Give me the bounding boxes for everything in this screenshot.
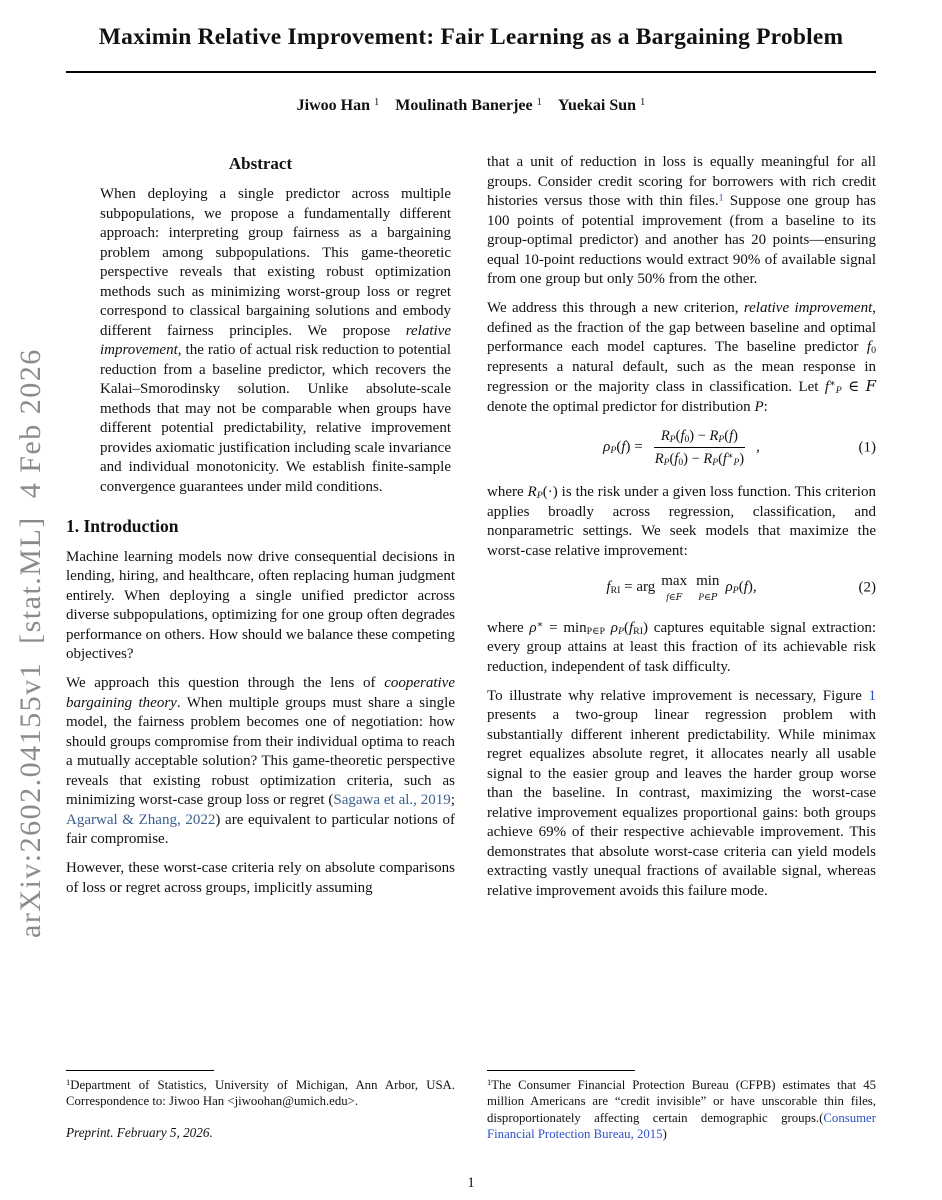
intro-paragraph-2: We approach this question through the lens of cooperative bargaining theory. When multiple groups must share a single model, the fairness problem becomes one of negotiation: how should groups compromise from their individual optima to reach a mutually acceptable solution? This game-theoretic perspective reveals that existing robust optimization criteria, such as minimizing worst-case group loss or regret (Sagawa et al., 2019; Agarwal & Zhang, 2022) are equivalent to particular notions of fair compromise. [66, 675, 455, 848]
abstract-text: When deploying a single predictor across multiple subpopulations, we propose a fundamentally different approach: interpreting group fairness as a bargaining problem among subpopulations. This game-theoretic perspective reveals that existing robust optimization methods such as minimizing worst-group loss or regret correspond to classical bargaining solutions and embody different fairness principles. We propose relative improvement, the ratio of actual risk reduction to potential reduction from a baseline predictor, which recovers the Kalai–Smorodinsky solution. Unlike absolute-scale methods that may not be comparable when groups have different potential predictability, relative improvement provides axiomatic justification including scale invariance and individual monotonicity. We establish finite-sample convergence guarantees under mild conditions. [100, 186, 451, 495]
preprint-date-line: Preprint. February 5, 2026. [66, 1124, 213, 1140]
footnote-ref-link[interactable]: 1 [718, 192, 724, 204]
min-subscript: P∈P [698, 591, 718, 603]
right-paragraph-5: To illustrate why relative improvement is necessary, Figure 1 presents a two-group linear regression problem with substantially different inherent predictability. While minimax regret equalizes absolute regret, it allocates nearly all usable signal to the easier group and leaves the harder group worse than the baseline. In contrast, maximizing the worst-case relative improvement equalizes proportional gains: both groups achieve 69% of their respective achievable improvement. This demonstrates that absolute worst-case criteria can yield models extracting vastly unequal fractions of available signal, whereas relative improvement avoids this failure mode. [487, 687, 876, 899]
hyperlink[interactable]: Consumer Financial Protection Bureau, 2015 [487, 1110, 876, 1142]
left-column [66, 153, 455, 1143]
section-heading-introduction: 1. Introduction [66, 516, 179, 537]
abstract-heading: Abstract [228, 154, 293, 173]
right-paragraph-1: that a unit of reduction in loss is equally meaningful for all groups. Consider credit scoring for borrowers with rich credit histories versus those with thin files.$^1$ Suppose one group has 100 points of potential improvement (from a baseline to its group-optimal predictor) and another has 20 points—ensuring equal 10-point reductions would extract 90% of available signal from one group but only 50% from the other. [487, 154, 876, 287]
citation-link[interactable]: Agarwal & Zhang, 2022 [66, 811, 216, 828]
fraction-denominator: RP(f0) − RP(f∗P) [654, 450, 745, 469]
cfpb-footnote: $^1$The Consumer Financial Protection Bureau (CFPB) estimates that 45 million Americans are “credit invisible” or have unscorable thin files, disproportionately affecting certain demographic groups.(Consumer Financial Protection Bureau, 2015) [487, 1076, 876, 1142]
two-column-body [66, 153, 876, 1143]
argmax-operator: max f∈F [661, 573, 688, 603]
left-footnote-block [66, 1070, 455, 1143]
intro-paragraph-1: Machine learning models now drive consequential decisions in lending, hiring, and healthcare, often replacing human judgment entirely. When deploying a single unified predictor across diverse subpopulations, optimizing for one group often degrades performance on others. How should we balance these competing objectives? [66, 548, 455, 663]
paper-title: Maximin Relative Improvement: Fair Learning as a Bargaining Problem [98, 24, 844, 50]
equation-1-number: (1) [858, 439, 876, 456]
footnote-rule [66, 1070, 214, 1071]
page-number: 1 [467, 1175, 475, 1191]
right-footnote-block [487, 1070, 876, 1144]
equation-1 [487, 427, 876, 470]
equation-2-lhs: fRI = arg [606, 578, 656, 597]
page-content [66, 24, 876, 1143]
fraction-numerator: RP(f0) − RP(f) [654, 427, 745, 449]
right-paragraph-3: where RP(·) is the risk under a given loss function. This criterion applies broadly across regression, classification, and nonparametric settings. We seek models that maximize the worst-case relative improvement: [487, 484, 876, 559]
fraction [648, 427, 751, 470]
affiliation-footnote: $^1$Department of Statistics, University of Michigan, Ann Arbor, USA. Correspondence to: Jiwoo Han <jiwoohan@umich.edu>. [66, 1076, 455, 1109]
author-line: Jiwoo Han $^1$ Moulinath Banerjee $^1$ Yuekai Sun $^1$ [296, 96, 646, 114]
equation-2-rhs: ρP(f), [725, 578, 757, 597]
right-column [487, 153, 876, 1143]
equation-1-lhs: ρP(f) = [603, 439, 643, 457]
hyperlink[interactable]: 1 [868, 687, 876, 704]
title-rule [66, 71, 876, 73]
footnote-rule [487, 1070, 635, 1071]
equation-1-tail: , [756, 439, 760, 456]
right-paragraph-2: We address this through a new criterion, relative improvement, defined as the fraction of the gap between baseline and optimal performance each model captures. The baseline predictor f0 represents a natural default, such as the mean response in regression or the majority class in classification. Let f∗P ∈ F denote the optimal predictor for distribution P: [487, 300, 877, 415]
right-paragraph-4: where ρ∗ = minP∈P ρP(fRI) captures equitable signal extraction: every group attains at least this fraction of its achievable risk reduction, independent of task difficulty. [487, 618, 877, 675]
arxiv-watermark: arXiv:2602.04155v1 [stat.ML] 4 Feb 2026 [14, 348, 47, 938]
equation-2-body [606, 572, 756, 603]
argmax-subscript: f∈F [666, 591, 683, 603]
min-operator: min P∈P [696, 573, 720, 603]
equation-2-number: (2) [858, 578, 876, 595]
equation-2 [487, 571, 876, 605]
intro-paragraph-3: However, these worst-case criteria rely on absolute comparisons of loss or regret across groups, implicitly assuming [66, 860, 455, 896]
citation-link[interactable]: Sagawa et al., 2019 [333, 792, 451, 809]
equation-1-body [603, 427, 760, 470]
